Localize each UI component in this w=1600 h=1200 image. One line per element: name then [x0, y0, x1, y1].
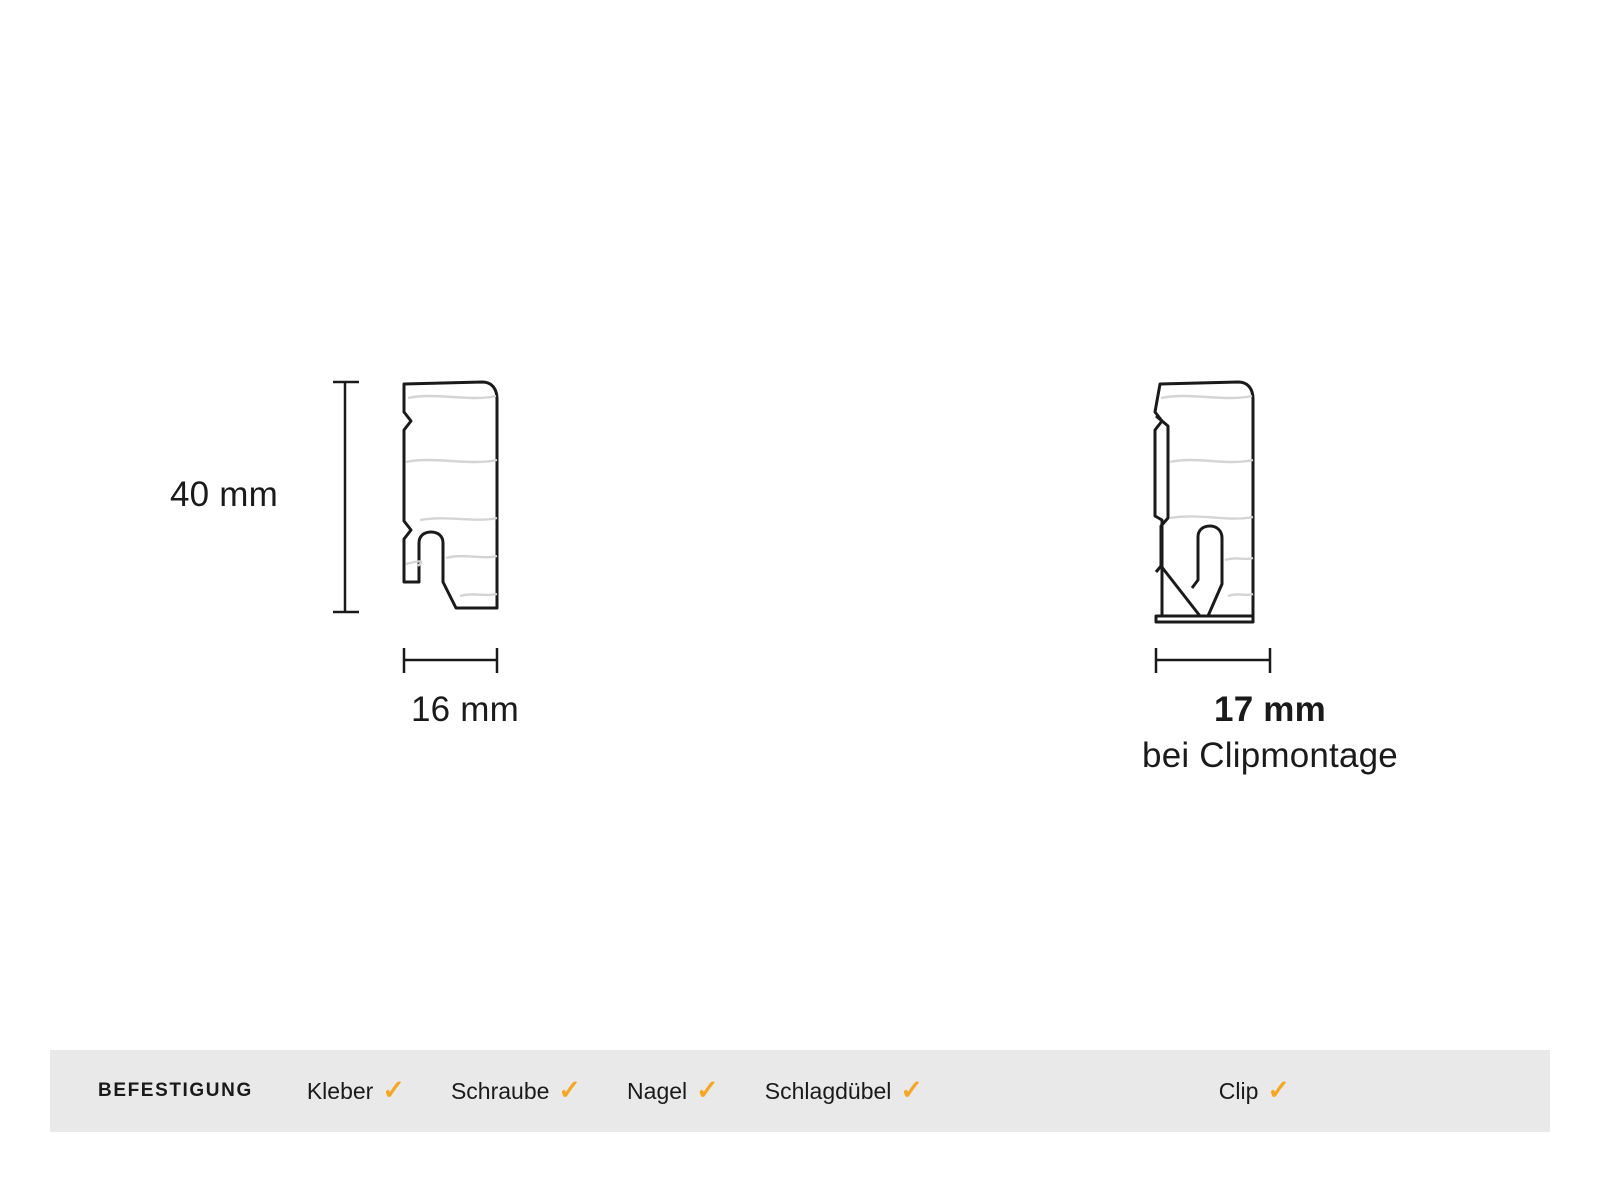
fastening-bar: [50, 1050, 1550, 1132]
clip-mount-note: bei Clipmontage: [1142, 736, 1398, 775]
profile-outline-left: [404, 382, 497, 608]
fastening-option-label: Schlagdübel: [764, 1078, 892, 1104]
fastening-option-clip: [1219, 1077, 1290, 1105]
check-icon: ✓: [382, 1075, 405, 1105]
fastening-option-kleber: [307, 1077, 405, 1105]
fastening-options-list: [307, 1077, 969, 1105]
check-icon: ✓: [558, 1075, 582, 1105]
width-dimension-line-left: [404, 648, 497, 673]
fastening-option-nagel: [627, 1077, 719, 1105]
height-label-left: 40 mm: [170, 475, 278, 514]
width-label-left: 16 mm: [411, 690, 519, 729]
profile-outline-right: [1155, 382, 1253, 622]
width-dimension-line-right: [1156, 648, 1270, 673]
fastening-option-schlagduebel: [765, 1077, 923, 1105]
check-icon: ✓: [696, 1075, 719, 1105]
profile-drawing-right: [1060, 370, 1480, 700]
width-label-right: 17 mm: [1214, 690, 1326, 729]
profile-figure-right: [1060, 370, 1480, 810]
profile-figure-left: [170, 370, 590, 770]
fastening-title: BEFESTIGUNG: [98, 1080, 253, 1101]
fastening-option-label: Clip: [1218, 1078, 1259, 1104]
check-icon: ✓: [900, 1075, 924, 1105]
fastening-option-schraube: [451, 1077, 581, 1105]
fastening-option-label: Kleber: [306, 1078, 374, 1104]
height-dimension-line-left: [333, 382, 359, 612]
fastening-option-label: Nagel: [627, 1078, 688, 1104]
check-icon: ✓: [1267, 1075, 1290, 1105]
fastening-option-label: Schraube: [450, 1078, 550, 1104]
